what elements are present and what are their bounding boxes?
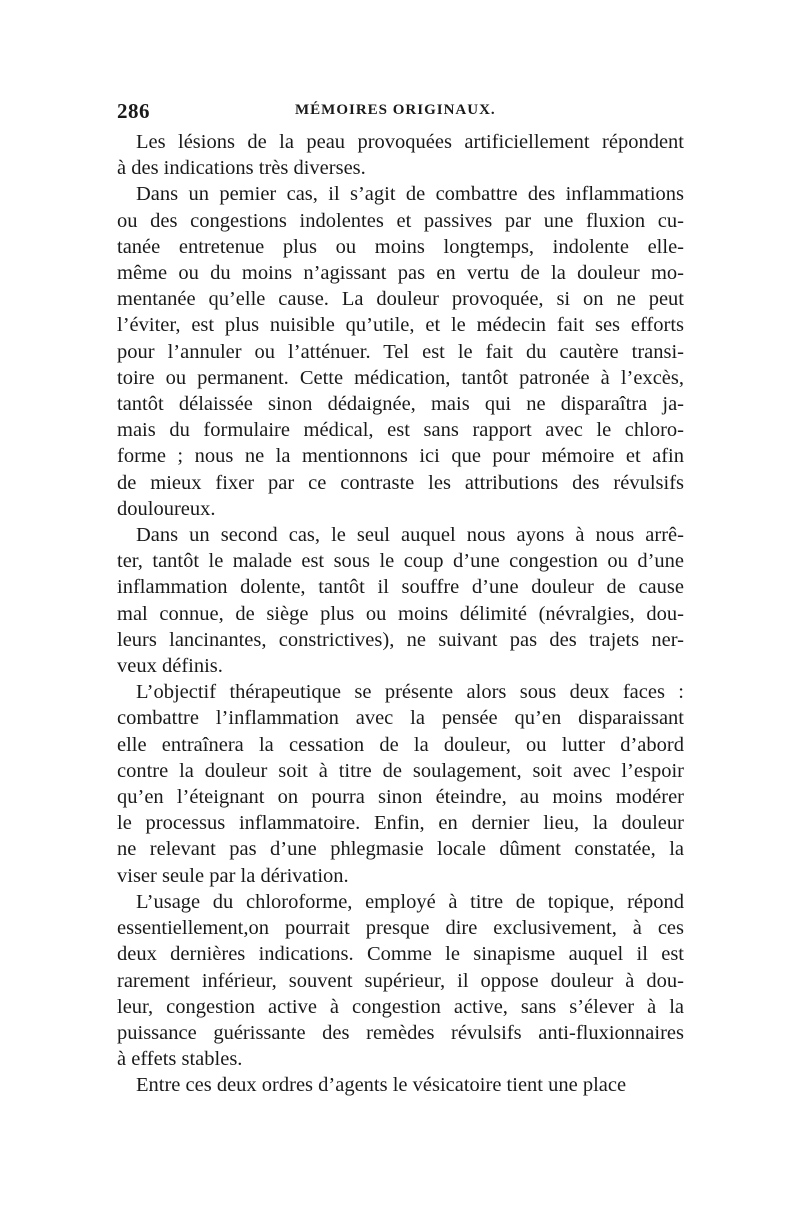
paragraph-line: [117, 758, 684, 784]
line-text: même ou du moins n’agissant pas en vertu de la douleur mo-: [117, 262, 684, 285]
line-text: deux dernières indications. Comme le sinapisme auquel il est: [117, 943, 684, 966]
line-text: toire ou permanent. Cette médication, tantôt patronée à l’excès,: [117, 366, 684, 389]
paragraph-line: [117, 601, 684, 627]
line-text: rarement inférieur, souvent supérieur, il oppose douleur à dou-: [117, 969, 684, 992]
paragraph-line: [117, 129, 684, 155]
paragraph-line: [117, 653, 684, 679]
paragraph-line: [117, 968, 684, 994]
line-text: combattre l’inflammation avec la pensée qu’en disparaissant: [117, 707, 684, 730]
line-text: elle entraînera la cessation de la douleur, ou lutter d’abord: [117, 733, 684, 756]
line-text: L’usage du chloroforme, employé à titre de topique, répond: [136, 890, 684, 913]
paragraph-line: [117, 1072, 684, 1098]
paragraph-line: [117, 994, 684, 1020]
line-text: ne relevant pas d’une phlegmasie locale dûment constatée, la: [117, 838, 684, 861]
line-text: à effets stables.: [117, 1048, 243, 1071]
line-text: pour l’annuler ou l’atténuer. Tel est le fait du cautère transi-: [117, 340, 684, 363]
paragraph-line: [117, 522, 684, 548]
paragraph-line: [117, 496, 684, 522]
line-text: l’éviter, est plus nuisible qu’utile, et le médecin fait ses efforts: [117, 314, 684, 337]
paragraph-line: [117, 784, 684, 810]
paragraph-line: [117, 286, 684, 312]
paragraph-line: [117, 155, 684, 181]
paragraph-line: [117, 1046, 684, 1072]
line-text: Dans un pemier cas, il s’agit de combattre des inflammations: [136, 183, 684, 206]
paragraph-line: [117, 234, 684, 260]
line-text: mal connue, de siège plus ou moins délimité (névralgies, dou-: [117, 602, 684, 625]
paragraph-line: [117, 365, 684, 391]
line-text: qu’en l’éteignant on pourra sinon éteindre, au moins modérer: [117, 786, 684, 809]
paragraph-line: [117, 915, 684, 941]
line-text: Les lésions de la peau provoquées artificiellement répondent: [136, 131, 684, 153]
line-text: leur, congestion active à congestion active, sans s’élever à la: [117, 995, 684, 1018]
line-text: contre la douleur soit à titre de soulagement, soit avec l’espoir: [117, 759, 684, 782]
paragraph-line: [117, 1020, 684, 1046]
paragraph-line: [117, 548, 684, 574]
line-text: inflammation dolente, tantôt il souffre d’une douleur de cause: [117, 576, 684, 599]
line-text: ou des congestions indolentes et passives par une fluxion cu-: [117, 209, 684, 232]
paragraph-line: [117, 836, 684, 862]
line-text: essentiellement,on pourrait presque dire exclusivement, à ces: [117, 917, 684, 940]
paragraph-line: [117, 810, 684, 836]
paragraph-line: [117, 260, 684, 286]
paragraph-line: [117, 679, 684, 705]
line-text: puissance guérissante des remèdes révulsifs anti-fluxionnaires: [117, 1021, 684, 1044]
line-text: le processus inflammatoire. Enfin, en dernier lieu, la douleur: [117, 812, 684, 835]
running-title: MÉMOIRES ORIGINAUX.: [295, 102, 496, 118]
line-text: douloureux.: [117, 497, 216, 520]
line-text: ter, tantôt le malade est sous le coup d’une congestion ou d’une: [117, 550, 684, 573]
paragraph-line: [117, 705, 684, 731]
paragraph-line: [117, 181, 684, 207]
paragraph-line: [117, 443, 684, 469]
line-text: veux définis.: [117, 655, 223, 678]
page-header: [117, 99, 683, 123]
body-text: [117, 129, 684, 1099]
line-text: L’objectif thérapeutique se présente alors sous deux faces :: [136, 681, 684, 704]
paragraph-line: [117, 470, 684, 496]
paragraph-line: [117, 339, 684, 365]
paragraph-line: [117, 391, 684, 417]
page-number: 286: [117, 99, 150, 123]
line-text: Dans un second cas, le seul auquel nous ayons à nous arrê-: [136, 524, 684, 547]
paragraph-line: [117, 627, 684, 653]
paragraph-line: [117, 863, 684, 889]
paragraph-line: [117, 732, 684, 758]
line-text: mais du formulaire médical, est sans rapport avec le chloro-: [117, 419, 684, 442]
line-text: mentanée qu’elle cause. La douleur provoquée, si on ne peut: [117, 288, 684, 311]
paragraph-line: [117, 941, 684, 967]
line-text: Entre ces deux ordres d’agents le vésicatoire tient une place: [136, 1074, 627, 1097]
paragraph-line: [117, 574, 684, 600]
paragraph-line: [117, 417, 684, 443]
paragraph-line: [117, 208, 684, 234]
line-text: à des indications très diverses.: [117, 157, 366, 180]
paragraph-line: [117, 889, 684, 915]
line-text: tanée entretenue plus ou moins longtemps, indolente elle-: [117, 235, 684, 258]
paragraph-line: [117, 312, 684, 338]
line-text: de mieux fixer par ce contraste les attributions des révulsifs: [117, 471, 684, 494]
line-text: tantôt délaissée sinon dédaignée, mais qui ne disparaîtra ja-: [117, 393, 684, 416]
line-text: leurs lancinantes, constrictives), ne suivant pas des trajets ner-: [117, 628, 684, 651]
line-text: viser seule par la dérivation.: [117, 864, 349, 887]
line-text: forme ; nous ne la mentionnons ici que pour mémoire et afin: [117, 445, 684, 468]
